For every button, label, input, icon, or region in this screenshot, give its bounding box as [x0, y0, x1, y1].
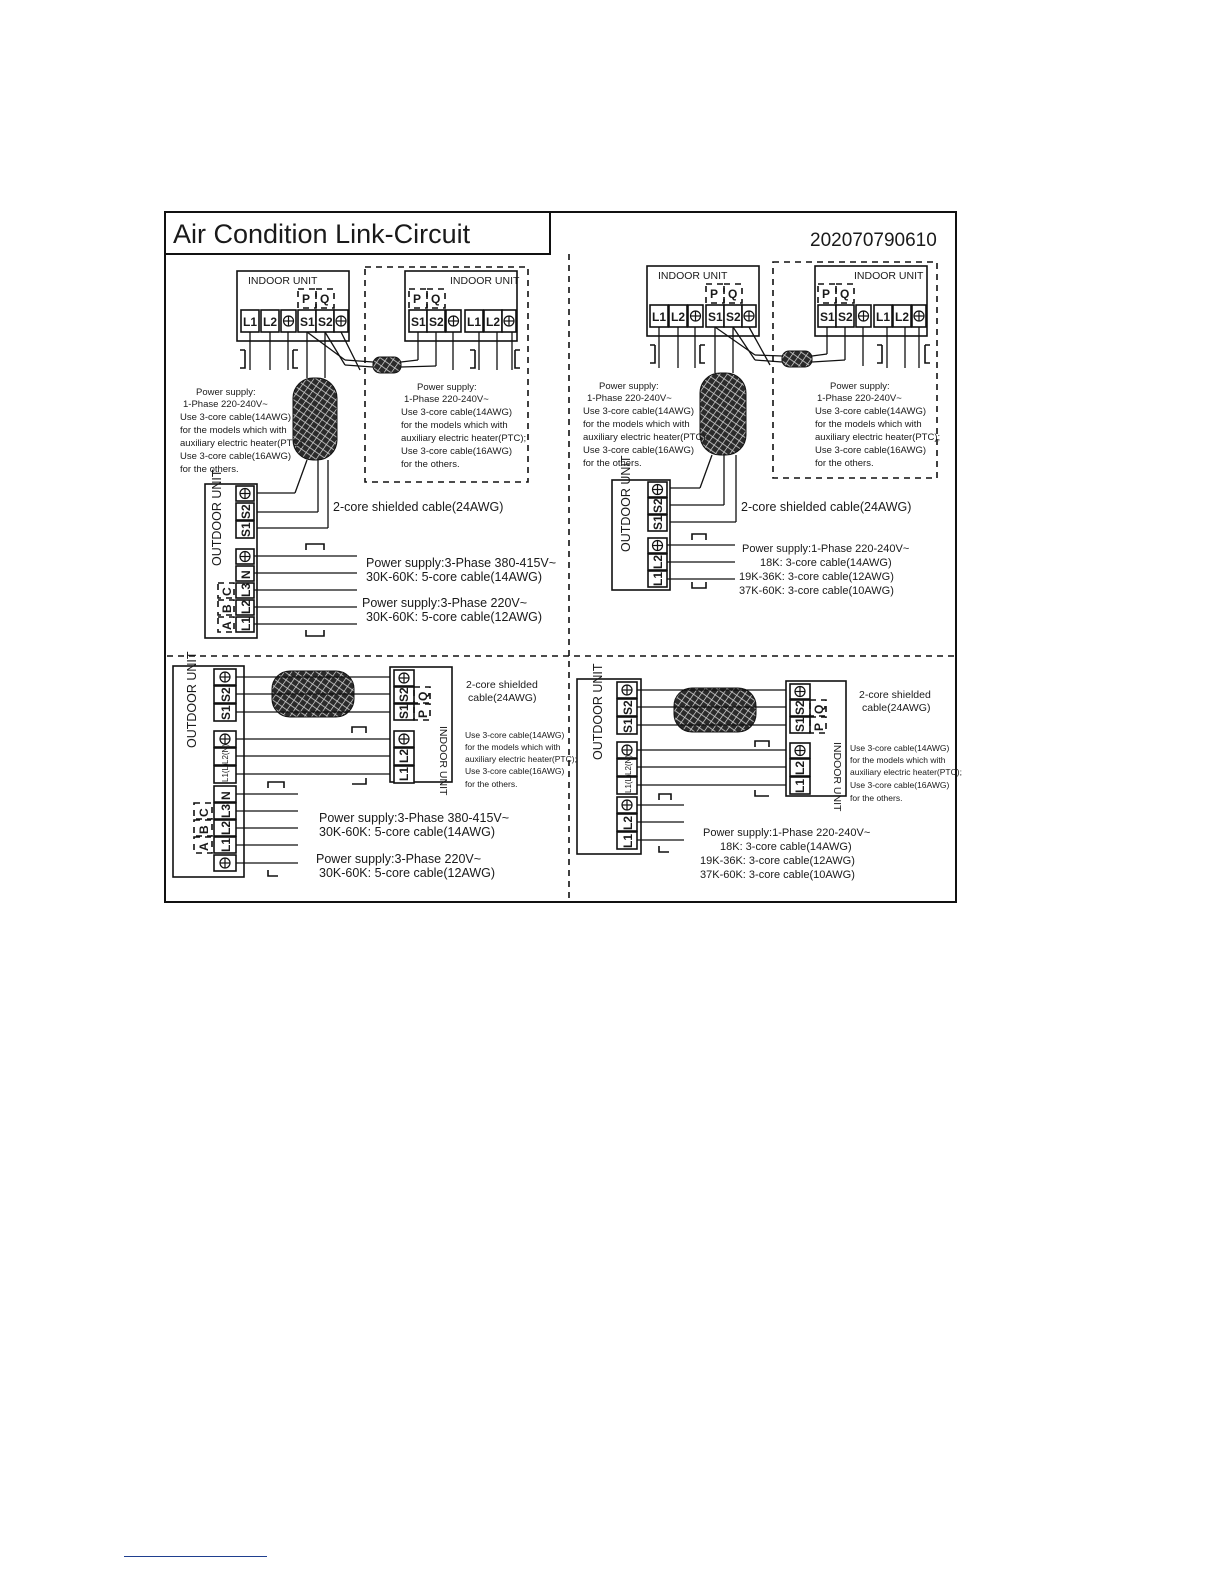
ground-terminal-icon — [795, 687, 805, 697]
terminal-label: S1 — [239, 522, 253, 537]
terminal-label: S2 — [429, 315, 444, 329]
terminal-label: S1 — [793, 717, 807, 732]
note-line: for the others. — [180, 464, 239, 475]
wire — [268, 870, 278, 876]
power-supply-line: 19K-36K: 3-core cable(12AWG) — [739, 571, 894, 583]
shielded-cable-label: 2-core shielded — [859, 689, 931, 701]
terminal-label: L2 — [671, 310, 686, 324]
wire — [345, 360, 373, 362]
terminal-label: L2 — [263, 315, 278, 329]
ground-terminal-icon — [399, 673, 409, 683]
note-line: 1-Phase 220-240V~ — [817, 393, 902, 404]
terminal-label: L2 — [793, 760, 807, 775]
ground-terminal-icon — [240, 552, 250, 562]
note-line: Use 3-core cable(14AWG) — [401, 407, 513, 418]
power-supply-line: Power supply:3-Phase 380-415V~ — [366, 556, 557, 570]
ground-terminal-icon — [504, 316, 514, 326]
note-line: for the models which with — [583, 419, 690, 430]
wire — [692, 534, 706, 540]
terminal-label: L2 — [397, 748, 411, 763]
note-line: Use 3-core cable(14AWG) — [583, 406, 695, 417]
terminal-label: C — [197, 808, 211, 817]
wire — [295, 460, 307, 493]
wire — [812, 354, 827, 356]
note-line: Use 3-core cable(16AWG) — [180, 451, 292, 462]
power-supply-line: Power supply:1-Phase 220-240V~ — [703, 827, 871, 839]
terminal-label: L2(N) — [221, 743, 230, 764]
terminal-label: L2 — [895, 310, 910, 324]
wire — [306, 544, 324, 550]
ground-terminal-icon — [622, 745, 632, 755]
note-line: auxiliary electric heater(PTC); — [401, 433, 527, 444]
terminal-label: S1 — [300, 315, 315, 329]
note-line: Use 3-core cable(16AWG) — [815, 445, 927, 456]
note-line: Use 3-core cable(14AWG) — [850, 743, 950, 753]
note-line: 1-Phase 220-240V~ — [183, 399, 268, 410]
note-line: for the others. — [401, 459, 460, 470]
shielded-cable — [373, 357, 401, 373]
terminal-label: S2 — [793, 700, 807, 715]
quadrant-top-left — [180, 267, 556, 638]
wire — [877, 345, 882, 363]
power-supply-line: Power supply:3-Phase 220V~ — [316, 852, 482, 866]
note-line: for the models which with — [850, 755, 946, 765]
wire — [700, 345, 705, 363]
wire — [755, 355, 782, 356]
terminal-label: P — [710, 287, 719, 301]
wire — [352, 778, 366, 784]
note-line: for the others. — [583, 458, 642, 469]
indoor-unit-label: INDOOR UNIT — [854, 270, 924, 282]
wire — [306, 630, 324, 636]
terminal-label: L2 — [239, 599, 253, 614]
terminal-label: L1 — [243, 315, 258, 329]
terminal-label: Q — [320, 292, 330, 306]
terminal-label: Q — [431, 292, 441, 306]
power-supply-line: 30K-60K: 5-core cable(12AWG) — [319, 866, 496, 880]
wire — [268, 782, 284, 788]
power-supply-line: Power supply:1-Phase 220-240V~ — [742, 543, 910, 555]
note-line: auxiliary electric heater(PTC); — [180, 438, 306, 449]
terminal-label: L1(L) — [221, 763, 230, 782]
terminal-label: L3 — [219, 803, 233, 818]
note-line: Power supply: — [417, 382, 477, 393]
wire — [240, 350, 245, 368]
ground-terminal-icon — [859, 311, 869, 321]
outdoor-unit-label: OUTDOOR UNIT — [591, 663, 605, 760]
ground-terminal-icon — [914, 311, 924, 321]
wire — [352, 727, 366, 733]
power-supply-line: 30K-60K: 5-core cable(12AWG) — [366, 610, 543, 624]
indoor-cable-note — [465, 730, 577, 789]
note-line: 1-Phase 220-240V~ — [404, 394, 489, 405]
shielded-cable-label: 2-core shielded — [466, 679, 538, 691]
note-line: Use 3-core cable(16AWG) — [850, 780, 950, 790]
wire — [401, 360, 418, 362]
terminal-label: A — [197, 842, 211, 851]
terminal-label: L2 — [621, 815, 635, 830]
terminal-label: P — [822, 287, 831, 301]
ground-terminal-icon — [622, 685, 632, 695]
power-supply-line: 30K-60K: 5-core cable(14AWG) — [366, 570, 543, 584]
indoor-power-note — [815, 381, 940, 469]
note-line: auxiliary electric heater(PTC); — [583, 432, 709, 443]
terminal-label: N — [219, 791, 233, 800]
indoor-unit-label: INDOOR UNIT — [437, 726, 449, 796]
power-supply-line: 18K: 3-core cable(14AWG) — [720, 841, 852, 853]
terminal-label: S1 — [411, 315, 426, 329]
indoor-power-note — [180, 387, 305, 475]
note-line: Use 3-core cable(16AWG) — [465, 766, 565, 776]
terminal-label: L3 — [239, 582, 253, 597]
power-supply-line: 30K-60K: 5-core cable(14AWG) — [319, 825, 496, 839]
terminal-label: B — [220, 604, 234, 613]
indoor-unit-label: INDOOR UNIT — [450, 275, 520, 287]
terminal-label: C — [220, 587, 234, 596]
wire — [812, 360, 845, 362]
power-supply-line: 37K-60K: 3-core cable(10AWG) — [700, 869, 855, 881]
terminal-label: A — [220, 621, 234, 630]
terminal-label: L2(N) — [624, 754, 633, 775]
terminal-label: S1 — [651, 515, 665, 530]
terminal-label: S1 — [397, 704, 411, 719]
terminal-label: S2 — [651, 498, 665, 513]
terminal-label: L2 — [219, 820, 233, 835]
terminal-label: L1 — [793, 778, 807, 793]
wire — [401, 366, 436, 367]
indoor-unit-label: INDOOR UNIT — [248, 275, 318, 287]
shielded-cable-label: cable(24AWG) — [862, 702, 931, 714]
wire — [293, 350, 298, 368]
note-line: for the others. — [815, 458, 874, 469]
terminal-label: Q — [416, 691, 430, 701]
ground-terminal-icon — [449, 316, 459, 326]
terminal-label: S2 — [838, 310, 853, 324]
ground-terminal-icon — [399, 734, 409, 744]
note-line: Power supply: — [599, 381, 659, 392]
terminal-label: S1 — [621, 718, 635, 733]
terminal-label: S1 — [708, 310, 723, 324]
note-line: Use 3-core cable(16AWG) — [583, 445, 695, 456]
ground-terminal-icon — [653, 541, 663, 551]
indoor-unit-label: INDOOR UNIT — [658, 270, 728, 282]
terminal-label: S2 — [219, 687, 233, 702]
wire — [650, 345, 655, 363]
ground-terminal-icon — [691, 311, 701, 321]
ground-terminal-icon — [336, 316, 346, 326]
terminal-label: L2 — [651, 554, 665, 569]
indoor-power-note — [583, 381, 708, 469]
ground-terminal-icon — [795, 746, 805, 756]
note-line: for the models which with — [815, 419, 922, 430]
note-line: Use 3-core cable(14AWG) — [180, 412, 292, 423]
quadrant-bottom-left — [173, 651, 577, 880]
quadrant-top-right — [583, 262, 940, 597]
wire — [755, 790, 769, 796]
wire — [925, 345, 930, 363]
ground-terminal-icon — [220, 858, 230, 868]
note-line: for the models which with — [465, 742, 561, 752]
note-line: Use 3-core cable(14AWG) — [465, 730, 565, 740]
power-supply-line: 19K-36K: 3-core cable(12AWG) — [700, 855, 855, 867]
note-line: auxiliary electric heater(PTC); — [850, 767, 962, 777]
terminal-label: S2 — [621, 700, 635, 715]
ground-terminal-icon — [622, 800, 632, 810]
terminal-label: N — [239, 570, 253, 579]
terminal-label: P — [302, 292, 311, 306]
terminal-label: L2 — [486, 315, 501, 329]
terminal-label: S1 — [820, 310, 835, 324]
terminal-label: B — [197, 825, 211, 834]
terminal-label: S2 — [239, 504, 253, 519]
ground-terminal-icon — [240, 489, 250, 499]
terminal-label: L1 — [239, 616, 253, 631]
indoor-cable-note — [850, 743, 962, 803]
ground-terminal-icon — [653, 485, 663, 495]
wire — [659, 794, 671, 800]
page-title: Air Condition Link-Circuit — [173, 219, 471, 249]
note-line: Use 3-core cable(16AWG) — [401, 446, 513, 457]
note-line: Use 3-core cable(14AWG) — [815, 406, 927, 417]
wire — [659, 846, 669, 852]
terminal-label: L1(L) — [624, 774, 633, 793]
terminal-label: L1 — [621, 833, 635, 848]
terminal-label: S2 — [726, 310, 741, 324]
terminal-label: P — [812, 722, 826, 731]
terminal-label: S1 — [219, 705, 233, 720]
note-line: for the models which with — [401, 420, 508, 431]
power-supply-line: Power supply:3-Phase 380-415V~ — [319, 811, 510, 825]
power-supply-line: 37K-60K: 3-core cable(10AWG) — [739, 585, 894, 597]
note-line: auxiliary electric heater(PTC); — [465, 754, 577, 764]
note-line: for the others. — [465, 779, 518, 789]
power-supply-line: Power supply:3-Phase 220V~ — [362, 596, 528, 610]
terminal-label: Q — [728, 287, 738, 301]
outdoor-unit-label: OUTDOOR UNIT — [619, 455, 633, 552]
terminal-label: Q — [840, 287, 850, 301]
terminal-label: L1 — [219, 837, 233, 852]
shielded-cable-label: 2-core shielded cable(24AWG) — [741, 500, 912, 514]
note-line: for the others. — [850, 793, 903, 803]
terminal-label: Q — [812, 704, 826, 714]
note-line: auxiliary electric heater(PTC); — [815, 432, 941, 443]
note-line: Power supply: — [196, 387, 256, 398]
terminal-label: L1 — [651, 571, 665, 586]
wire — [755, 741, 769, 747]
ground-terminal-icon — [744, 311, 754, 321]
outdoor-unit-label: OUTDOOR UNIT — [185, 651, 199, 748]
terminal-label: S2 — [397, 687, 411, 702]
quadrant-bottom-right — [577, 663, 962, 881]
ground-terminal-icon — [220, 672, 230, 682]
terminal-label: L1 — [397, 766, 411, 781]
wire — [692, 582, 706, 588]
note-line: for the models which with — [180, 425, 287, 436]
terminal-label: P — [416, 709, 430, 718]
ground-terminal-icon — [284, 316, 294, 326]
indoor-unit-label: INDOOR UNIT — [831, 742, 843, 812]
terminal-label: L1 — [652, 310, 667, 324]
note-line: Power supply: — [830, 381, 890, 392]
terminal-label: P — [413, 292, 422, 306]
outdoor-unit-label: OUTDOOR UNIT — [210, 469, 224, 566]
power-supply-line: 18K: 3-core cable(14AWG) — [760, 557, 892, 569]
wire — [470, 350, 475, 368]
diagram-code: 202070790610 — [810, 230, 937, 251]
wire — [700, 455, 712, 488]
footer-rule — [124, 1556, 267, 1557]
shielded-cable-label: 2-core shielded cable(24AWG) — [333, 500, 504, 514]
wire — [515, 350, 520, 368]
shielded-cable — [782, 351, 812, 367]
ground-terminal-icon — [220, 734, 230, 744]
shielded-cable-label: cable(24AWG) — [468, 692, 537, 704]
terminal-label: L1 — [467, 315, 482, 329]
note-line: 1-Phase 220-240V~ — [587, 393, 672, 404]
terminal-label: S2 — [318, 315, 333, 329]
indoor-power-note — [401, 382, 526, 470]
terminal-label: L1 — [876, 310, 891, 324]
